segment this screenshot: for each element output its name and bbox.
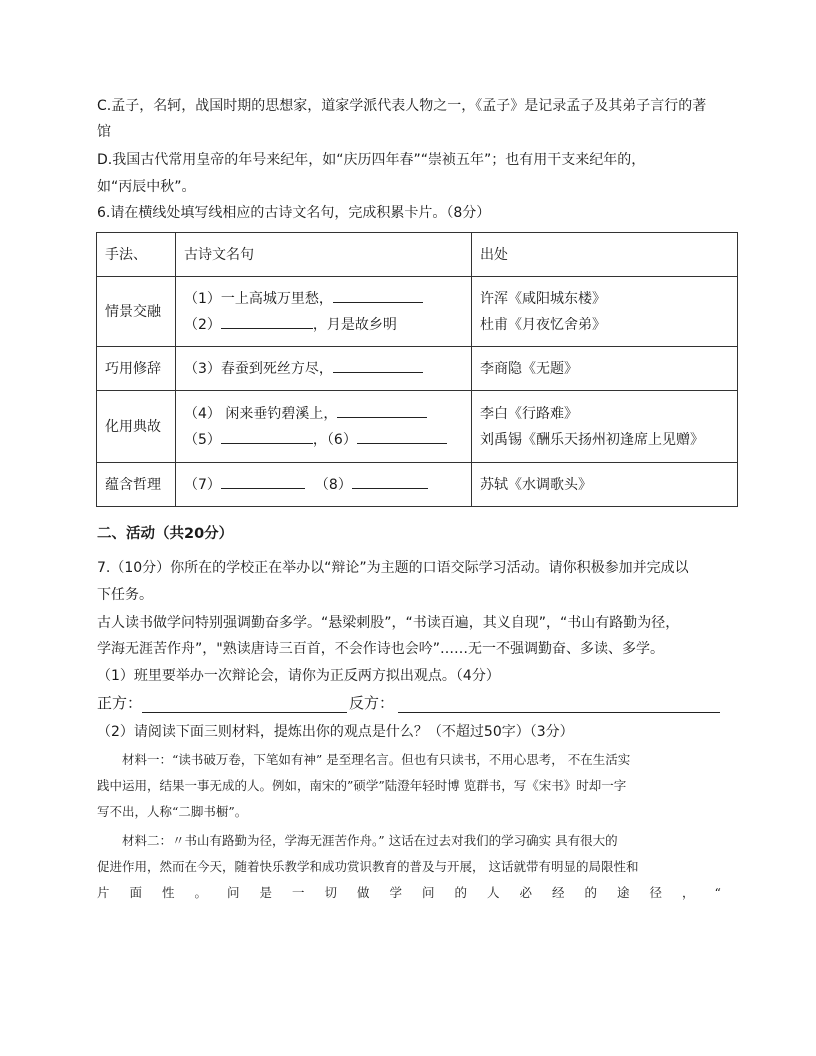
- header-poem-line: 古诗文名句: [176, 233, 472, 277]
- question-7-task2: （2）请阅读下面三则材料，提炼出你的观点是什么？（不超过50字）（3分）: [97, 724, 574, 740]
- table-row: [97, 463, 738, 507]
- question-7-stem-line2: 下任务。: [97, 587, 153, 603]
- header-source: 出处: [472, 233, 738, 277]
- answer-blank-5[interactable]: [221, 427, 313, 444]
- technique-cell: 巧用修辞: [97, 347, 176, 391]
- source-cell: 许浑《咸阳城东楼》 杜甫《月夜忆舍弟》: [472, 277, 738, 347]
- technique-cell: 情景交融: [97, 277, 176, 347]
- poem-cell: （1）一上高城万里愁， （2） ，月是故乡明: [176, 277, 472, 347]
- table-row: [97, 391, 738, 463]
- material-1-line2: 践中运用，结果一事无成的人。例如，南宋的”硕学”陆澄年轻时博 览群书，写《宋书》时却一字: [97, 778, 627, 793]
- material-1-line3: 写不出，人称“二脚书橱”。: [97, 804, 248, 819]
- material-2-line2: 促进作用，然而在今天，随着快乐教学和成功赏识教育的普及与开展， 这话就带有明显的局限性和: [97, 859, 639, 874]
- material-2-line3: 片 面 性 。 问 是 一 切 做 学 问 的 人 必 经 的 途 径 ， “: [97, 885, 721, 900]
- poem-cell: （4） 闲来垂钓碧溪上， （5） ，（6）: [176, 391, 472, 463]
- accumulation-card-table: [96, 232, 738, 507]
- material-1: [97, 747, 721, 825]
- option-d-line2: 如“丙辰中秋”。: [97, 179, 196, 195]
- source-cell: 李白《行路难》 刘禹锡《酬乐天扬州初逢席上见赠》: [472, 391, 738, 463]
- answer-blank-8[interactable]: [352, 472, 428, 489]
- answer-blank-6[interactable]: [357, 427, 447, 444]
- con-label: 反方：: [349, 694, 395, 712]
- con-answer-line[interactable]: [398, 712, 720, 713]
- material-2-line1: 材料二：〃书山有路勤为径，学海无涯苦作舟。” 这话在过去对我们的学习确实 具有很大的: [122, 833, 618, 848]
- material-2: [97, 828, 721, 906]
- pro-answer-line[interactable]: [142, 712, 347, 713]
- answer-blank-1[interactable]: [333, 286, 423, 303]
- poem-cell: （7） （8）: [176, 463, 472, 507]
- answer-blank-7[interactable]: [221, 472, 305, 489]
- question-7-intro-line2: 学海无涯苦作舟”，"熟读唐诗三百首，不会作诗也会吟”……无一不强调勤奋、多读、多学。: [97, 641, 664, 657]
- option-c-line1: C.孟子，名轲，战国时期的思想家，道家学派代表人物之一，《孟子》是记录孟子及其弟子言行的著: [97, 98, 707, 114]
- technique-cell: 蕴含哲理: [97, 463, 176, 507]
- answer-blank-2[interactable]: [221, 312, 313, 329]
- table-row: [97, 347, 738, 391]
- poem-cell: （3）春蚕到死丝方尽，: [176, 347, 472, 391]
- material-1-line1: 材料一：“读书破万卷，下笔如有神” 是至理名言。但也有只读书，不用心思考， 不在生活实: [122, 752, 631, 767]
- question-7-task1: （1）班里要举办一次辩论会，请你为正反两方拟出观点。（4分）: [97, 668, 500, 684]
- table-header-row: [97, 233, 738, 277]
- technique-cell: 化用典故: [97, 391, 176, 463]
- option-d-line1: D.我国古代常用皇帝的年号来纪年，如“庆历四年春”“崇祯五年”；也有用干支来纪年的，: [97, 152, 646, 168]
- answer-blank-3[interactable]: [333, 356, 423, 373]
- pro-label: 正方：: [97, 694, 143, 712]
- header-technique: 手法、: [97, 233, 176, 277]
- question-7-stem-line1: 7.（10分）你所在的学校正在举办以“辩论”为主题的口语交际学习活动。请你积极参加并完成以: [97, 560, 689, 576]
- section-2-title: 二、活动（共20分）: [97, 526, 234, 542]
- question-6-prompt: 6.请在横线处填写线相应的古诗文名句，完成积累卡片。（8分）: [97, 205, 491, 221]
- table-row: [97, 277, 738, 347]
- source-cell: 苏轼《水调歌头》: [472, 463, 738, 507]
- question-7-intro-line1: 古人读书做学问特别强调勤奋多学。“悬梁刺股”，“书读百遍，其义自现”，“书山有路勤为径，: [97, 615, 680, 631]
- source-cell: 李商隐《无题》: [472, 347, 738, 391]
- answer-blank-4[interactable]: [337, 401, 427, 418]
- option-c-line2: 馆: [97, 124, 111, 140]
